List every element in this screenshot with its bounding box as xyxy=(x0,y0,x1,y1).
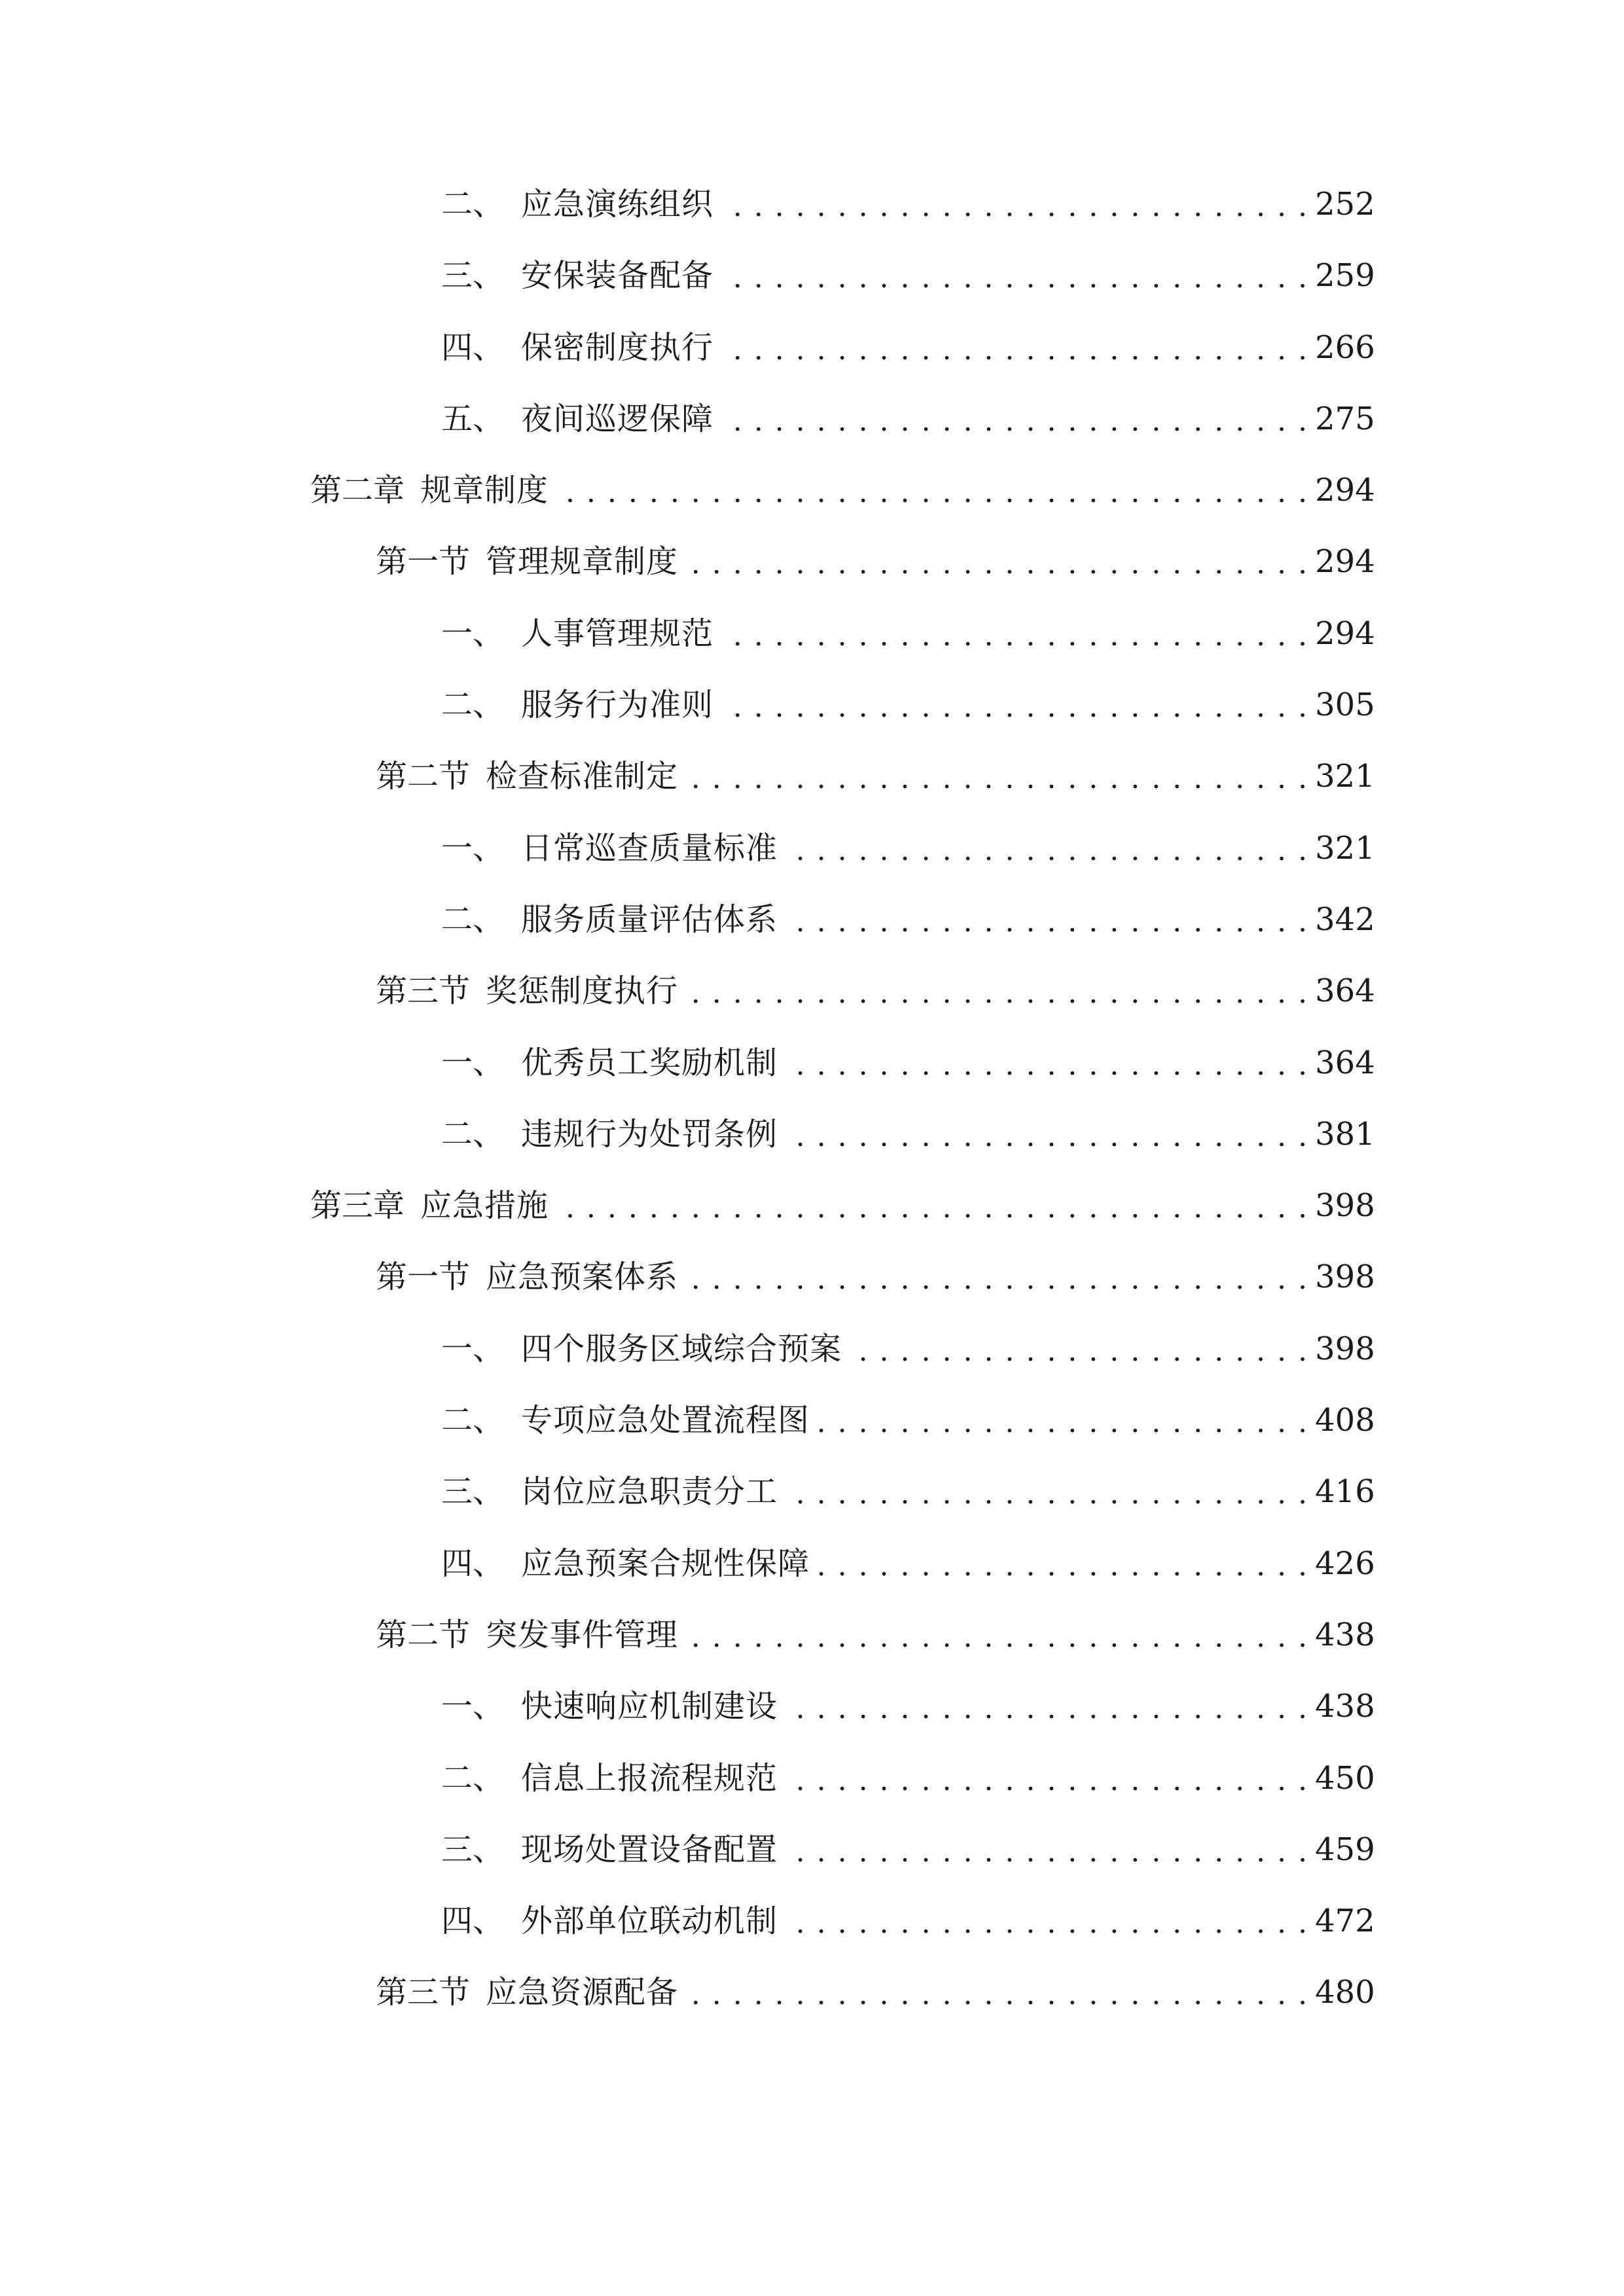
dot-leader xyxy=(784,900,1308,939)
toc-section[interactable] xyxy=(0,1973,1624,2044)
toc-entry-page: 252 xyxy=(1315,186,1375,223)
dot-leader xyxy=(720,185,1308,224)
dot-leader xyxy=(784,1115,1308,1154)
toc-entry-number: 三、 xyxy=(441,1831,505,1868)
toc-entry-number: 五、 xyxy=(441,400,505,437)
toc-section-title: 应急资源配备 xyxy=(486,1974,679,2011)
toc-entry[interactable] xyxy=(0,1830,1624,1901)
toc-section[interactable] xyxy=(0,1257,1624,1329)
dot-leader xyxy=(816,1401,1308,1440)
toc-entry-title: 快速响应机制建设 xyxy=(521,1688,778,1725)
toc-entry[interactable] xyxy=(0,185,1624,256)
dot-leader xyxy=(784,1901,1308,1941)
toc-entry-number: 二、 xyxy=(441,1402,505,1439)
dot-leader xyxy=(685,971,1308,1011)
toc-entry-title: 保密制度执行 xyxy=(521,329,714,366)
toc-chapter-title: 应急措施 xyxy=(420,1187,549,1225)
toc-entry-page: 259 xyxy=(1315,257,1375,295)
toc-entry-number: 四、 xyxy=(441,329,505,366)
toc-entry-page: 321 xyxy=(1315,829,1375,867)
toc-entry-page: 266 xyxy=(1315,329,1375,366)
toc-entry-title: 夜间巡逻保障 xyxy=(521,400,714,437)
toc-entry-number: 二、 xyxy=(441,186,505,223)
toc-entry-page: 364 xyxy=(1315,1044,1375,1081)
dot-leader xyxy=(784,1687,1308,1726)
toc-entry-title: 服务质量评估体系 xyxy=(521,901,778,938)
dot-leader xyxy=(816,1544,1308,1583)
toc-chapter-number: 第三章 xyxy=(310,1187,405,1225)
toc-entry-title: 岗位应急职责分工 xyxy=(521,1473,778,1511)
toc-entry-number: 三、 xyxy=(441,257,505,295)
toc-entry[interactable] xyxy=(0,1115,1624,1186)
toc-entry-page: 305 xyxy=(1315,687,1375,724)
toc-section-number: 第二节 xyxy=(376,1616,471,1653)
toc-entry-title: 应急演练组织 xyxy=(521,186,714,223)
dot-leader xyxy=(784,1043,1308,1083)
toc-entry-page: 294 xyxy=(1315,615,1375,652)
toc-entry-page: 438 xyxy=(1315,1616,1375,1653)
toc-section-number: 第二节 xyxy=(376,758,471,795)
toc-entry[interactable] xyxy=(0,1472,1624,1543)
toc-entry-title: 四个服务区域综合预案 xyxy=(521,1330,842,1367)
toc-section-number: 第三节 xyxy=(376,1974,471,2011)
toc-entry-number: 三、 xyxy=(441,1473,505,1511)
toc-entry-title: 服务行为准则 xyxy=(521,687,714,724)
toc-entry-page: 275 xyxy=(1315,400,1375,437)
toc-entry-title: 应急预案合规性保障 xyxy=(521,1545,810,1582)
dot-leader xyxy=(555,471,1308,510)
dot-leader xyxy=(720,614,1308,653)
toc-entry-number: 一、 xyxy=(441,1044,505,1081)
toc-entry[interactable] xyxy=(0,399,1624,471)
toc-entry-page: 472 xyxy=(1315,1903,1375,1940)
toc-entry-page: 398 xyxy=(1315,1330,1375,1367)
toc-section-number: 第三节 xyxy=(376,973,471,1010)
toc-entry-title: 专项应急处置流程图 xyxy=(521,1402,810,1439)
toc-entry-page: 321 xyxy=(1315,758,1375,795)
toc-entry-page: 294 xyxy=(1315,472,1375,509)
toc-entry-page: 416 xyxy=(1315,1473,1375,1511)
table-of-contents xyxy=(0,185,1624,2045)
toc-entry-number: 一、 xyxy=(441,1688,505,1725)
toc-section-title: 检查标准制定 xyxy=(486,758,679,795)
toc-entry[interactable] xyxy=(0,1901,1624,1973)
toc-chapter-number: 第二章 xyxy=(310,472,405,509)
toc-entry[interactable] xyxy=(0,614,1624,685)
toc-section[interactable] xyxy=(0,757,1624,828)
toc-chapter[interactable] xyxy=(0,471,1624,542)
toc-section-number: 第一节 xyxy=(376,543,471,581)
toc-entry-title: 优秀员工奖励机制 xyxy=(521,1044,778,1081)
toc-entry-title: 违规行为处罚条例 xyxy=(521,1115,778,1153)
toc-entry-title: 人事管理规范 xyxy=(521,615,714,652)
toc-entry-page: 480 xyxy=(1315,1974,1375,2011)
toc-entry-page: 398 xyxy=(1315,1259,1375,1296)
toc-entry-page: 438 xyxy=(1315,1688,1375,1725)
toc-section[interactable] xyxy=(0,542,1624,613)
toc-entry-page: 459 xyxy=(1315,1831,1375,1868)
dot-leader xyxy=(720,685,1308,725)
dot-leader xyxy=(784,1472,1308,1511)
dot-leader xyxy=(685,1257,1308,1297)
toc-section-title: 奖惩制度执行 xyxy=(486,973,679,1010)
toc-entry[interactable] xyxy=(0,685,1624,757)
toc-entry-number: 二、 xyxy=(441,901,505,938)
toc-entry-page: 408 xyxy=(1315,1402,1375,1439)
dot-leader xyxy=(685,757,1308,796)
toc-entry[interactable] xyxy=(0,1401,1624,1472)
toc-entry[interactable] xyxy=(0,900,1624,971)
toc-chapter-title: 规章制度 xyxy=(420,472,549,509)
toc-section-number: 第一节 xyxy=(376,1259,471,1296)
toc-entry-number: 一、 xyxy=(441,829,505,867)
toc-entry-page: 294 xyxy=(1315,543,1375,581)
dot-leader xyxy=(720,399,1308,439)
toc-entry-page: 364 xyxy=(1315,973,1375,1010)
toc-entry[interactable] xyxy=(0,1043,1624,1115)
toc-entry[interactable] xyxy=(0,1329,1624,1401)
dot-leader xyxy=(685,1615,1308,1655)
toc-entry[interactable] xyxy=(0,829,1624,900)
dot-leader xyxy=(555,1186,1308,1225)
toc-entry-number: 二、 xyxy=(441,1759,505,1797)
toc-entry-title: 现场处置设备配置 xyxy=(521,1831,778,1868)
dot-leader xyxy=(685,1973,1308,2012)
dot-leader xyxy=(848,1329,1308,1369)
toc-entry-number: 一、 xyxy=(441,1330,505,1367)
toc-entry[interactable] xyxy=(0,1759,1624,1830)
toc-entry[interactable] xyxy=(0,328,1624,399)
dot-leader xyxy=(685,542,1308,581)
toc-entry-number: 四、 xyxy=(441,1545,505,1582)
toc-entry-page: 381 xyxy=(1315,1115,1375,1153)
toc-section-title: 管理规章制度 xyxy=(486,543,679,581)
toc-entry-page: 342 xyxy=(1315,901,1375,938)
dot-leader xyxy=(720,328,1308,367)
toc-entry-title: 外部单位联动机制 xyxy=(521,1903,778,1940)
dot-leader xyxy=(784,1759,1308,1798)
toc-entry-title: 安保装备配备 xyxy=(521,257,714,295)
toc-entry-page: 450 xyxy=(1315,1759,1375,1797)
toc-chapter[interactable] xyxy=(0,1186,1624,1257)
toc-entry[interactable] xyxy=(0,256,1624,327)
toc-entry-number: 二、 xyxy=(441,1115,505,1153)
toc-entry-number: 二、 xyxy=(441,687,505,724)
toc-section-title: 应急预案体系 xyxy=(486,1259,679,1296)
toc-section[interactable] xyxy=(0,971,1624,1043)
dot-leader xyxy=(784,1830,1308,1869)
toc-entry[interactable] xyxy=(0,1544,1624,1615)
toc-entry-page: 398 xyxy=(1315,1187,1375,1225)
toc-entry-page: 426 xyxy=(1315,1545,1375,1582)
toc-entry-title: 信息上报流程规范 xyxy=(521,1759,778,1797)
toc-entry-title: 日常巡查质量标准 xyxy=(521,829,778,867)
dot-leader xyxy=(720,256,1308,295)
toc-section[interactable] xyxy=(0,1615,1624,1687)
toc-entry-number: 一、 xyxy=(441,615,505,652)
dot-leader xyxy=(784,829,1308,868)
toc-section-title: 突发事件管理 xyxy=(486,1616,679,1653)
toc-entry[interactable] xyxy=(0,1687,1624,1758)
toc-entry-number: 四、 xyxy=(441,1903,505,1940)
